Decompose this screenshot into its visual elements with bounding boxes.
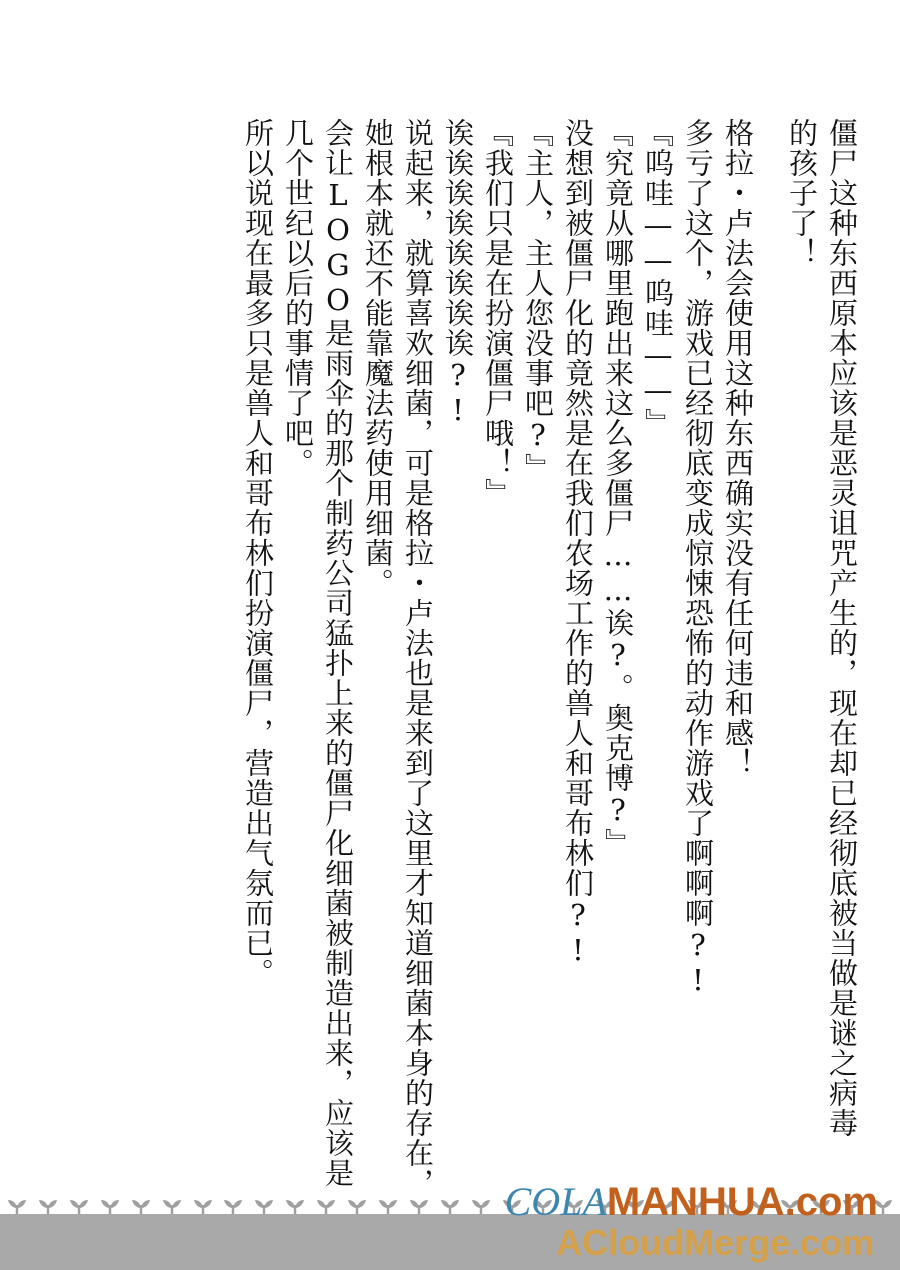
text-column: 会让LOGO是雨伞的那个制药公司猛扑上来的僵尸化细菌被制造出来，应该是 (321, 118, 355, 1188)
text-column: 多亏了这个，游戏已经彻底变成惊悚恐怖的动作游戏了啊啊啊?! (681, 118, 715, 998)
text-column: 几个世纪以后的事情了吧。 (281, 118, 315, 478)
text-column: 『究竟从哪里跑出来这么多僵尸……诶?。奥克博?』 (601, 118, 635, 858)
text-column: 诶诶诶诶诶诶诶诶?! (441, 118, 475, 428)
vertical-text-block (160, 118, 860, 1198)
watermark-manhua: MANHUA.com (606, 1180, 878, 1224)
text-column: 的孩子了！ (785, 118, 819, 268)
text-column: 『呜哇——呜哇——』 (641, 118, 675, 438)
text-column: 没想到被僵尸化的竟然是在我们农场工作的兽人和哥布林们?! (561, 118, 595, 968)
text-column: 『我们只是在扮演僵尸哦！』 (481, 118, 515, 508)
text-column: 说起来，就算喜欢细菌，可是格拉・卢法也是来到了这里才知道细菌本身的存在， (401, 118, 435, 1198)
watermark-colamanhua (505, 1178, 878, 1225)
text-column: 『主人，主人您没事吧?』 (521, 118, 555, 483)
text-column: 所以说现在最多只是兽人和哥布林们扮演僵尸，营造出气氛而已。 (241, 118, 275, 988)
text-column: 她根本就还不能靠魔法药使用细菌。 (361, 118, 395, 598)
watermark-cola: COLA (504, 1179, 607, 1224)
watermark-acloudmerge: ACloudMerge.com (555, 1222, 874, 1263)
text-column: 僵尸这种东西原本应该是恶灵诅咒产生的，现在却已经彻底被当做是谜之病毒 (825, 118, 859, 1138)
text-column: 格拉・卢法会使用这种东西确实没有任何违和感！ (721, 118, 755, 778)
page-footer (0, 1178, 900, 1270)
